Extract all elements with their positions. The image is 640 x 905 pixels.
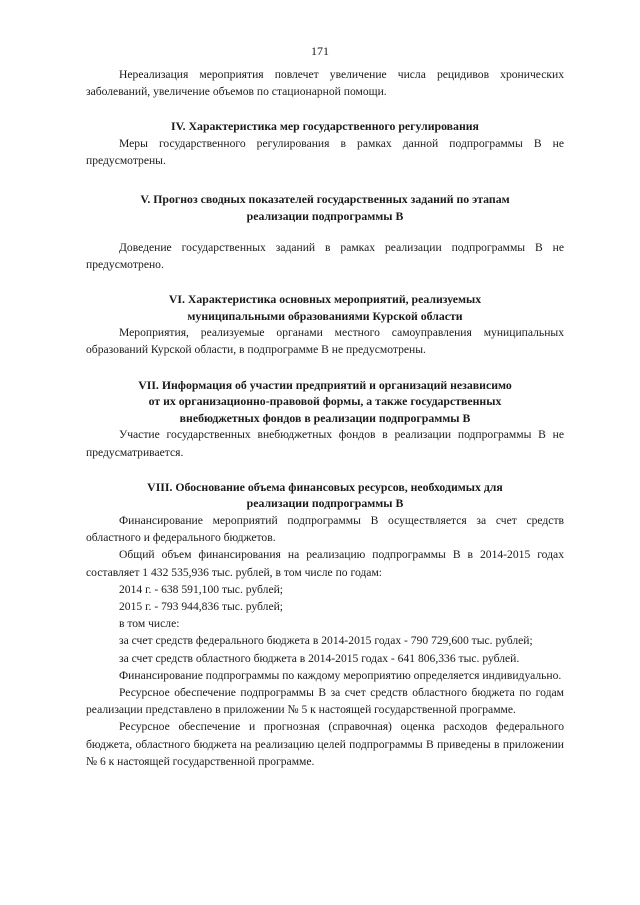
financing-regional: за счет средств областного бюджета в 2014-2015 годах - 641 806,336 тыс. рублей. <box>119 651 520 665</box>
financing-2014: 2014 г. - 638 591,100 тыс. рублей; <box>119 582 284 596</box>
section-8-paragraph-2: Общий объем финансирования на реализацию подпрограммы В в 2014-2015 годах составляет 1 432 535,936 тыс. рублей, в том числе по годам: <box>86 548 564 579</box>
section-4-title: IV. Характеристика мер государственного регулирования <box>171 119 479 134</box>
section-7-title-line-1: VII. Информация об участии предприятий и организаций независимо <box>138 377 512 392</box>
section-8-paragraph-4: Ресурсное обеспечение подпрограммы В за счет средств областного бюджета по годам реализации представлено в приложении № 5 к настоящей государственной программе. <box>86 686 564 717</box>
section-6-title-line-1: VI. Характеристика основных мероприятий, реализуемых <box>168 292 482 306</box>
section-8-paragraph-3: Финансирование подпрограммы по каждому мероприятию определяется индивидуально. <box>119 668 562 682</box>
section-5-title-line-2: реализации подпрограммы В <box>246 209 404 223</box>
section-8-paragraph-1: Финансирование мероприятий подпрограммы В осуществляется за счет средств областного и федерального бюджетов. <box>86 513 564 545</box>
intro-paragraph: Нереализация мероприятия повлечет увеличение числа рецидивов хронических заболеваний, увеличение объемов по стационарной помощи. <box>86 68 564 99</box>
section-6-paragraph: Мероприятия, реализуемые органами местного самоуправления муниципальных образований Курской области, в подпрограмме В не предусмотрены. <box>86 326 564 357</box>
section-7-paragraph: Участие государственных внебюджетных фондов в реализации подпрограммы В не предусматривается. <box>86 428 564 459</box>
section-8-title-line-1: VIII. Обоснование объема финансовых ресурсов, необходимых для <box>147 479 503 494</box>
document-body <box>86 66 564 770</box>
section-5-paragraph: Доведение государственных заданий в рамках реализации подпрограммы В не предусмотрено. <box>86 240 564 271</box>
section-7-title-line-2: от их организационно-правовой формы, а также государственных <box>148 394 502 409</box>
section-5-title-line-1: V. Прогноз сводных показателей государственных заданий по этапам <box>140 192 510 207</box>
section-6-title-line-2: муниципальными образованиями Курской области <box>187 308 463 323</box>
financing-federal: за счет средств федерального бюджета в 2014-2015 годах - 790 729,600 тыс. рублей; <box>119 634 533 648</box>
financing-2015: 2015 г. - 793 944,836 тыс. рублей; <box>119 599 284 613</box>
section-7-title-line-3: внебюджетных фондов в реализации подпрограммы В <box>179 410 471 425</box>
section-8-paragraph-5: Ресурсное обеспечение и прогнозная (справочная) оценка расходов федерального бюджета, областного бюджета на реализацию целей подпрограммы В приведены в приложении № 6 к настоящей государственной программе. <box>86 720 564 768</box>
page-number: 171 <box>311 44 329 58</box>
section-4-paragraph: Меры государственного регулирования в рамках данной подпрограммы В не предусмотрены. <box>86 137 564 168</box>
financing-including: в том числе: <box>119 617 180 631</box>
section-8-title-line-2: реализации подпрограммы В <box>246 496 404 511</box>
